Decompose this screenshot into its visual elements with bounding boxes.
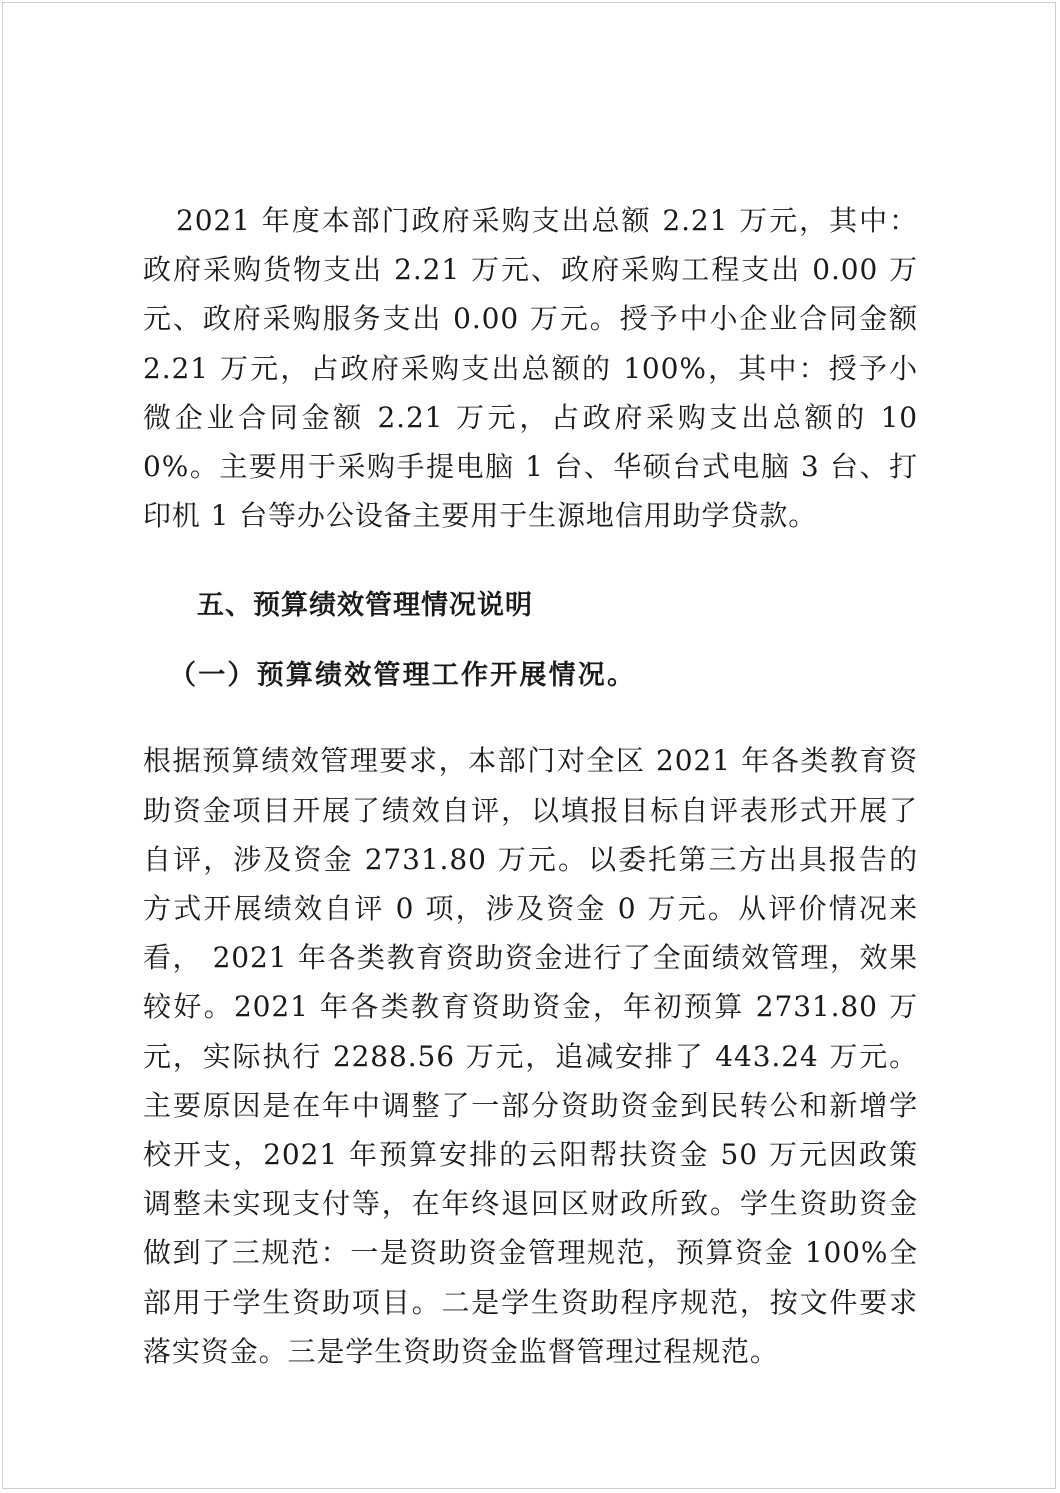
document-body [143,196,918,1376]
procurement-paragraph: 2021 年度本部门政府采购支出总额 2.21 万元，其中：政府采购货物支出 2.21 万元、政府采购工程支出 0.00 万元、政府采购服务支出 0.00 万元。授予中小企业合同金额 2.21 万元，占政府采购支出总额的 100%，其中：授予小微企业合同金额 2.21 万元，占政府采购支出总额的 100%。主要用于采购手提电脑 1 台、华硕台式电脑 3 台、打印机 1 台等办公设备主要用于生源地信用助学贷款。 [143,204,918,533]
section-heading: 五、预算绩效管理情况说明 [197,590,533,622]
performance-paragraph: 根据预算绩效管理要求，本部门对全区 2021 年各类教育资助资金项目开展了绩效自评，以填报目标自评表形式开展了自评，涉及资金 2731.80 万元。以委托第三方出具报告的方式开展绩效自评 0 项，涉及资金 0 万元。从评价情况来看， 2021 年各类教育资助资金进行了全面绩效管理，效果较好。2021 年各类教育资助资金，年初预算 2731.80 万元，实际执行 2288.56 万元，追减安排了 443.24 万元。主要原因是在年中调整了一部分资助资金到民转公和新增学校开支，2021 年预算安排的云阳帮扶资金 50 万元因政策调整未实现支付等，在年终退回区财政所致。学生资助资金做到了三规范：一是资助资金管理规范，预算资金 100%全部用于学生资助项目。二是学生资助程序规范，按文件要求落实资金。三是学生资助资金监督管理过程规范。 [143,744,918,1368]
subsection-heading: （一）预算绩效管理工作开展情况。 [169,660,637,692]
